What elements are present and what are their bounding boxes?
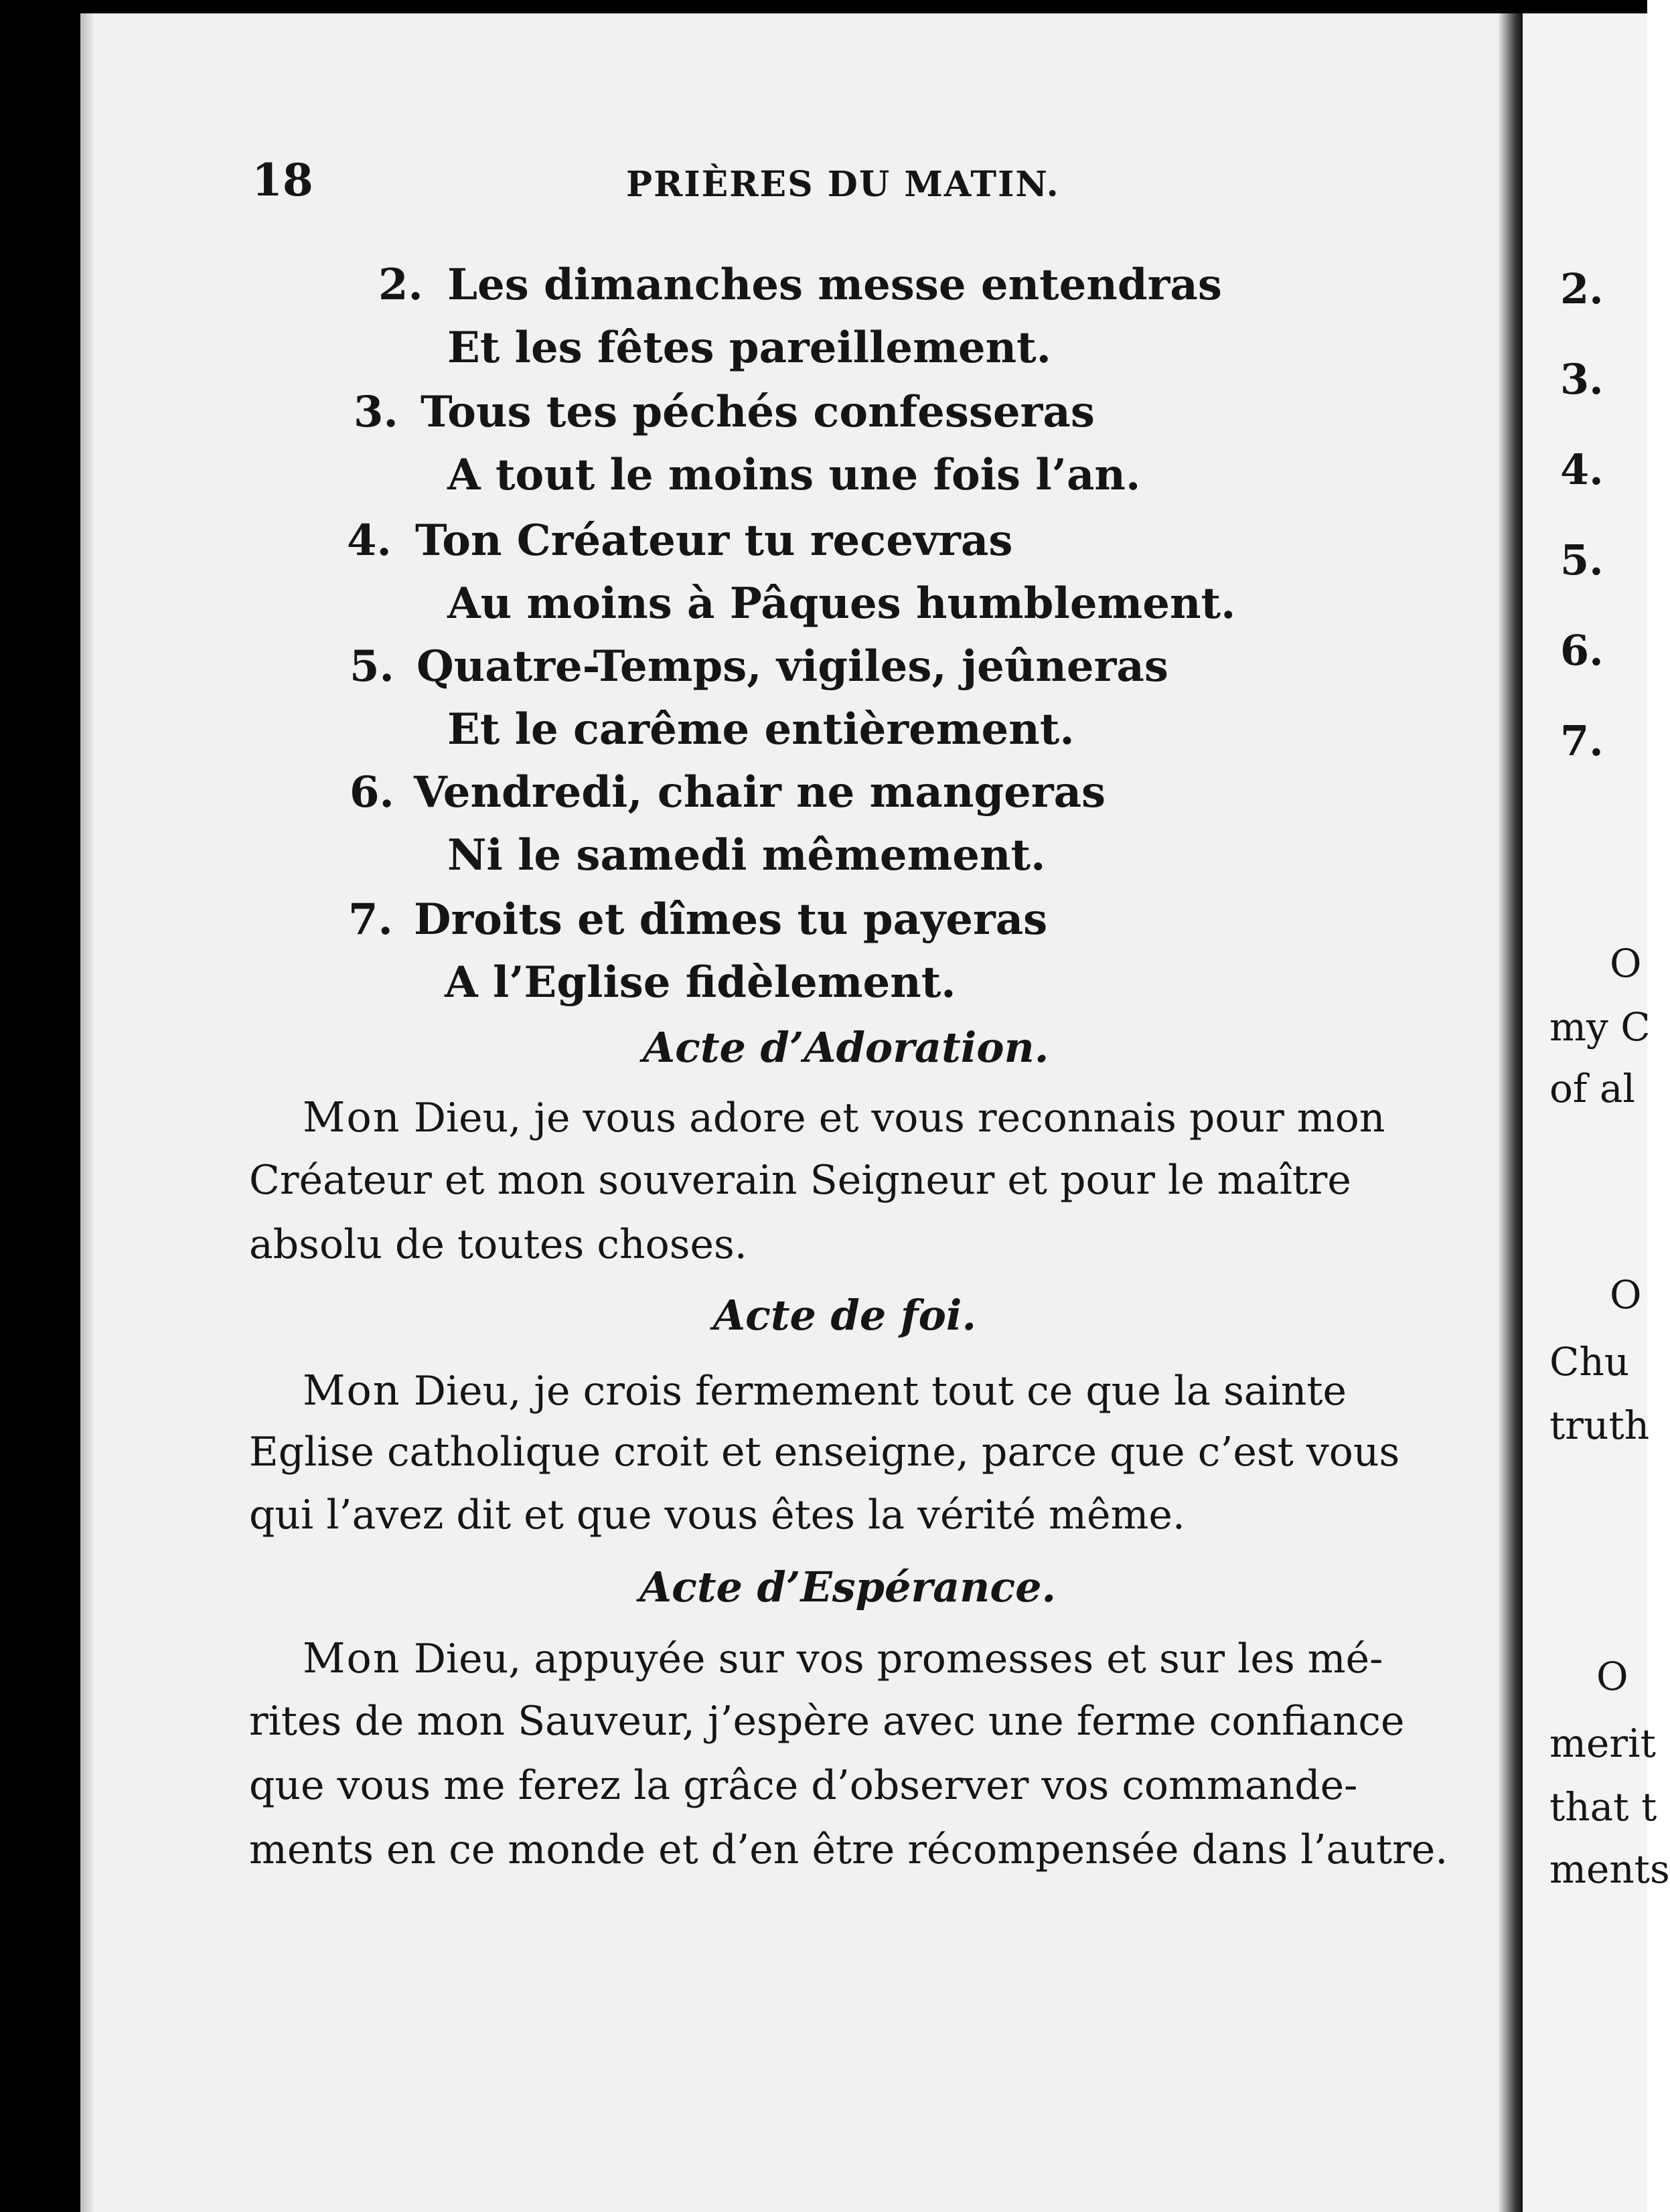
- page-number: 18: [252, 154, 313, 206]
- paragraph-line: qui l’avez dit et que vous êtes la vérité même.: [249, 1492, 1185, 1538]
- small-caps-lead: Mon: [303, 1366, 401, 1415]
- paragraph-line: Mon Dieu, je vous adore et vous reconnais pour mon: [303, 1093, 1385, 1141]
- commandment-line: Tous tes péchés confesseras: [421, 387, 1095, 437]
- commandment-number: 7.: [348, 894, 393, 945]
- facing-text: merit: [1549, 1721, 1656, 1766]
- book-gutter: [1499, 13, 1523, 2212]
- facing-page-fragment: [1523, 13, 1670, 2212]
- facing-text: O: [1610, 1272, 1642, 1318]
- facing-text: my C: [1549, 1004, 1651, 1050]
- facing-text: that t: [1549, 1784, 1657, 1830]
- commandment-number: 5.: [350, 641, 394, 692]
- commandment-number: 2.: [378, 260, 423, 310]
- paragraph-line: absolu de toutes choses.: [249, 1221, 747, 1268]
- facing-text: truth: [1549, 1403, 1650, 1448]
- commandment-continuation: Et le carême entièrement.: [447, 704, 1075, 755]
- page-edge: [80, 13, 94, 2212]
- commandment-number: 6.: [350, 767, 394, 817]
- small-caps-lead: Mon: [303, 1093, 401, 1141]
- section-title-esperance: Acte d’Espérance.: [639, 1563, 1057, 1611]
- commandment-continuation: A tout le moins une fois l’an.: [447, 450, 1141, 500]
- commandment-line: Droits et dîmes tu payeras: [414, 894, 1048, 945]
- commandment-continuation: Au moins à Pâques humblement.: [447, 578, 1236, 629]
- facing-number: 3.: [1560, 355, 1604, 404]
- commandment-continuation: Et les fêtes pareillement.: [447, 323, 1051, 373]
- paragraph-line: Créateur et mon souverain Seigneur et pour le maître: [249, 1157, 1351, 1204]
- facing-number: 2.: [1560, 264, 1604, 313]
- commandment-line: Quatre-Temps, vigiles, jeûneras: [416, 641, 1168, 692]
- facing-text: of al: [1549, 1066, 1635, 1111]
- commandment-continuation: Ni le samedi mêmement.: [447, 830, 1046, 880]
- paragraph-line: Mon Dieu, je crois fermement tout ce que la sainte: [303, 1366, 1347, 1415]
- small-caps-lead: Mon: [303, 1634, 401, 1682]
- paragraph-line: Mon Dieu, appuyée sur vos promesses et sur les mé-: [303, 1634, 1383, 1682]
- commandment-line: Ton Créateur tu recevras: [415, 516, 1013, 566]
- facing-number: 5.: [1560, 536, 1604, 584]
- facing-text: ments: [1549, 1846, 1670, 1892]
- facing-number: 4.: [1560, 445, 1604, 494]
- facing-text: Chu: [1549, 1339, 1630, 1385]
- commandment-line: Vendredi, chair ne mangeras: [414, 767, 1106, 817]
- facing-text: O: [1610, 941, 1642, 986]
- commandment-number: 3.: [354, 387, 398, 437]
- facing-number: 7.: [1560, 716, 1604, 765]
- section-title-foi: Acte de foi.: [713, 1291, 977, 1340]
- paragraph-line: Eglise catholique croit et enseigne, parce que c’est vous: [249, 1429, 1400, 1476]
- commandment-continuation: A l’Eglise fidèlement.: [445, 957, 956, 1008]
- paragraph-line: que vous me ferez la grâce d’observer vos commande-: [249, 1762, 1358, 1809]
- paragraph-line: rites de mon Sauveur, j’espère avec une ferme confiance: [249, 1698, 1405, 1745]
- commandment-line: Les dimanches messe entendras: [447, 260, 1222, 310]
- paragraph-line: ments en ce monde et d’en être récompensée dans l’autre.: [249, 1826, 1448, 1873]
- facing-number: 6.: [1560, 626, 1604, 675]
- commandment-number: 4.: [347, 516, 392, 566]
- facing-text: O: [1596, 1654, 1628, 1699]
- section-title-adoration: Acte d’Adoration.: [643, 1023, 1049, 1072]
- running-title: PRIÈRES DU MATIN.: [626, 164, 1060, 205]
